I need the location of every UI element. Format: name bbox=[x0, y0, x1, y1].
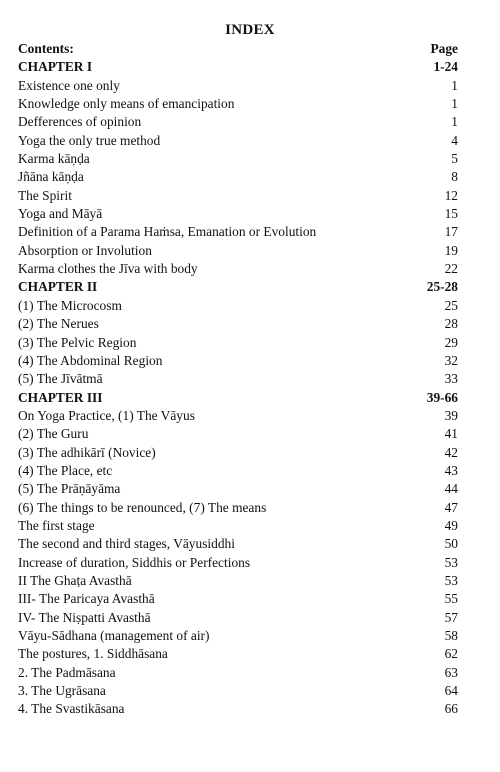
toc-entry-row bbox=[18, 297, 458, 315]
entry-title: CHAPTER I bbox=[18, 59, 93, 75]
entry-page-number: 47 bbox=[444, 499, 458, 515]
toc-entry-row bbox=[18, 444, 458, 462]
toc-entry-row bbox=[18, 682, 458, 700]
entry-page-number: 63 bbox=[444, 664, 458, 680]
entry-title: (6) The things to be renounced, (7) The means bbox=[18, 499, 267, 515]
toc-entry-row bbox=[18, 627, 458, 645]
entry-page-number: 44 bbox=[444, 481, 458, 497]
toc-entry-row bbox=[18, 664, 458, 682]
entry-title: The first stage bbox=[18, 517, 95, 533]
toc-entry-row bbox=[18, 462, 458, 480]
toc-entry-row bbox=[18, 113, 458, 131]
toc-entry-row bbox=[18, 315, 458, 333]
toc-header bbox=[18, 40, 458, 58]
entry-page-number: 4 bbox=[451, 132, 458, 148]
entry-page-number: 15 bbox=[444, 206, 458, 222]
entry-title: 3. The Ugrāsana bbox=[18, 683, 106, 699]
entry-page-number: 28 bbox=[444, 316, 458, 332]
entry-title: (3) The Pelvic Region bbox=[18, 334, 137, 350]
table-of-contents bbox=[18, 40, 458, 719]
entry-page-number: 53 bbox=[444, 554, 458, 570]
chapter-heading-row bbox=[18, 58, 458, 76]
toc-entry-row bbox=[18, 205, 458, 223]
entry-page-number: 39 bbox=[444, 407, 458, 423]
entry-title: Jñāna kāṇḍa bbox=[18, 169, 84, 185]
entry-title: III- The Paricaya Avasthā bbox=[18, 591, 155, 607]
toc-entry-row bbox=[18, 95, 458, 113]
entry-page-number: 1 bbox=[451, 77, 458, 93]
entry-title: Karma kāṇḍa bbox=[18, 151, 90, 167]
toc-entry-row bbox=[18, 407, 458, 425]
entry-title: Existence one only bbox=[18, 77, 120, 93]
entry-title: (2) The Guru bbox=[18, 426, 89, 442]
entry-page-number: 66 bbox=[444, 701, 458, 717]
entry-page-number: 1-24 bbox=[433, 59, 458, 75]
entry-title: (2) The Nerues bbox=[18, 316, 99, 332]
toc-entry-row bbox=[18, 352, 458, 370]
entry-title: Karma clothes the Jīva with body bbox=[18, 261, 198, 277]
entry-page-number: 8 bbox=[451, 169, 458, 185]
toc-entry-row bbox=[18, 700, 458, 718]
chapter-heading-row bbox=[18, 389, 458, 407]
entry-page-number: 41 bbox=[444, 426, 458, 442]
entry-title: (3) The adhikārī (Novice) bbox=[18, 444, 156, 460]
entry-title: Absorption or Involution bbox=[18, 242, 152, 258]
toc-entry-row bbox=[18, 480, 458, 498]
toc-entry-row bbox=[18, 609, 458, 627]
toc-entry-row bbox=[18, 242, 458, 260]
entry-page-number: 19 bbox=[444, 242, 458, 258]
contents-label: Contents: bbox=[18, 41, 74, 56]
entry-page-number: 64 bbox=[444, 683, 458, 699]
entry-title: (5) The Jīvātmā bbox=[18, 371, 103, 387]
entry-page-number: 39-66 bbox=[426, 389, 458, 405]
entry-title: (4) The Abdominal Region bbox=[18, 352, 163, 368]
entry-title: The Spirit bbox=[18, 187, 72, 203]
entry-page-number: 1 bbox=[451, 96, 458, 112]
chapter-heading-row bbox=[18, 278, 458, 296]
toc-entry-row bbox=[18, 572, 458, 590]
entry-page-number: 25-28 bbox=[426, 279, 458, 295]
entry-title: (4) The Place, etc bbox=[18, 462, 113, 478]
entry-page-number: 29 bbox=[444, 334, 458, 350]
toc-entry-row bbox=[18, 535, 458, 553]
toc-entry-row bbox=[18, 425, 458, 443]
entry-title: CHAPTER III bbox=[18, 389, 103, 405]
entry-page-number: 17 bbox=[444, 224, 458, 240]
entry-page-number: 22 bbox=[444, 261, 458, 277]
toc-entry-row bbox=[18, 645, 458, 663]
toc-entry-row bbox=[18, 132, 458, 150]
toc-entry-row bbox=[18, 187, 458, 205]
toc-entry-row bbox=[18, 517, 458, 535]
entry-page-number: 55 bbox=[444, 591, 458, 607]
toc-entry-row bbox=[18, 168, 458, 186]
entry-page-number: 42 bbox=[444, 444, 458, 460]
entry-title: The postures, 1. Siddhāsana bbox=[18, 646, 168, 662]
toc-entry-row bbox=[18, 499, 458, 517]
toc-entry-row bbox=[18, 590, 458, 608]
entry-page-number: 62 bbox=[444, 646, 458, 662]
page-column-label: Page bbox=[430, 41, 458, 56]
toc-entry-row bbox=[18, 554, 458, 572]
entry-page-number: 33 bbox=[444, 371, 458, 387]
entry-title: On Yoga Practice, (1) The Vāyus bbox=[18, 407, 195, 423]
entry-page-number: 58 bbox=[444, 628, 458, 643]
entry-page-number: 43 bbox=[444, 462, 458, 478]
entry-title: Defferences of opinion bbox=[18, 114, 142, 130]
toc-entry-row bbox=[18, 334, 458, 352]
entry-title: Yoga and Māyā bbox=[18, 206, 103, 222]
entry-title: 4. The Svastikāsana bbox=[18, 701, 125, 717]
entry-title: II The Ghaṭa Avasthā bbox=[18, 572, 132, 588]
entry-page-number: 32 bbox=[444, 352, 458, 368]
entry-page-number: 50 bbox=[444, 536, 458, 552]
entry-title: (1) The Microcosm bbox=[18, 297, 122, 313]
entry-title: Vāyu-Sādhana (management of air) bbox=[18, 628, 210, 643]
entry-title: The second and third stages, Vāyusiddhi bbox=[18, 536, 235, 552]
entry-title: Yoga the only true method bbox=[18, 132, 161, 148]
entry-title: Increase of duration, Siddhis or Perfections bbox=[18, 554, 251, 570]
entry-title: CHAPTER II bbox=[18, 279, 98, 295]
toc-entry-row bbox=[18, 260, 458, 278]
entry-title: Knowledge only means of emancipation bbox=[18, 96, 235, 112]
entry-page-number: 12 bbox=[444, 187, 458, 203]
toc-entry-row bbox=[18, 370, 458, 388]
toc-entry-row bbox=[18, 223, 458, 241]
entry-page-number: 1 bbox=[451, 114, 458, 130]
entry-page-number: 57 bbox=[444, 609, 458, 625]
toc-entry-row bbox=[18, 150, 458, 168]
entry-page-number: 53 bbox=[444, 572, 458, 588]
entry-title: 2. The Padmāsana bbox=[18, 664, 116, 680]
entry-page-number: 5 bbox=[451, 151, 458, 167]
page-title: INDEX bbox=[225, 22, 275, 38]
entry-page-number: 49 bbox=[444, 517, 458, 533]
entry-page-number: 25 bbox=[444, 297, 458, 313]
entry-title: Definition of a Parama Haṁsa, Emanation or Evolution bbox=[18, 224, 317, 240]
entry-title: (5) The Prāṇāyāma bbox=[18, 481, 121, 497]
entry-title: IV- The Niṣpatti Avasthā bbox=[18, 609, 151, 625]
toc-entry-row bbox=[18, 77, 458, 95]
